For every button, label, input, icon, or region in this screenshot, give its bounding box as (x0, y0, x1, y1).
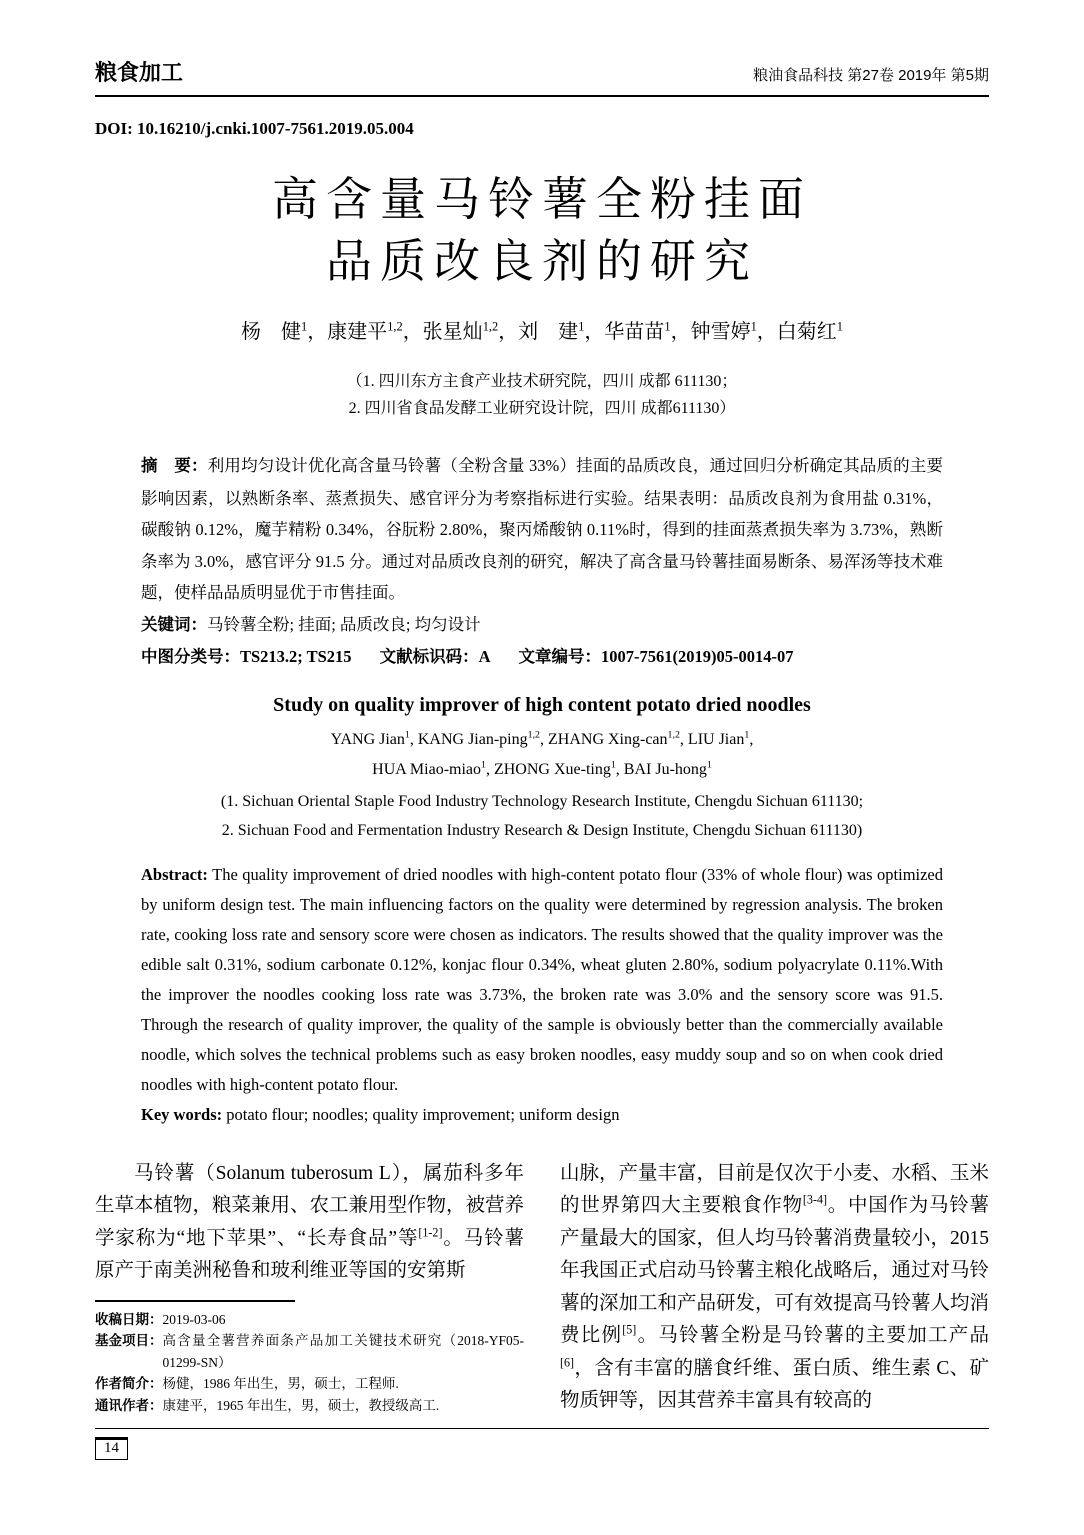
affiliation-en-line1: (1. Sichuan Oriental Staple Food Industry Technology Research Institute, Chengdu Sichuan 611130; (220, 792, 864, 810)
paper-title-cn (95, 169, 989, 293)
abstract-cn-label: 摘 要： (141, 457, 208, 475)
page-content (95, 0, 989, 1460)
keywords-cn-label: 关键词： (141, 615, 207, 634)
abstract-cn-text: 利用均匀设计优化高含量马铃薯（全粉含量 33%）挂面的品质改良，通过回归分析确定其品质的主要影响因素，以熟断条率、蒸煮损失、感官评分为考察指标进行实验。结果表明：品质改良剂为食用盐 0.31%，碳酸钠 0.12%，魔芋精粉 0.34%，谷朊粉 2.80%，聚丙烯酸钠 0.11%时，得到的挂面蒸煮损失率为 3.73%，熟断条率为 3.0%，感官评分 91.5 分。通过对品质改良剂的研究，解决了高含量马铃薯挂面易断条、易浑汤等技术难题，使样品品质明显优于市售挂面。 (141, 456, 943, 602)
keywords-en (141, 1100, 943, 1130)
classification-line (141, 641, 943, 674)
keywords-cn-text: 马铃薯全粉; 挂面; 品质改良; 均匀设计 (207, 614, 481, 634)
footnote-value: 杨健，1986 年出生，男，硕士，工程师. (162, 1376, 399, 1391)
footnote-value: 康建平，1965 年出生，男，硕士，教授级高工. (162, 1397, 440, 1413)
footnotes (95, 1309, 524, 1417)
paper-title-en: Study on quality improver of high content potato dried noodles (273, 693, 811, 716)
affiliations-en (95, 787, 989, 845)
page-number: 14 (95, 1437, 128, 1460)
article-no-label: 文章编号： (518, 648, 601, 666)
doc-code-label: 文献标识码： (379, 648, 479, 666)
footnote-label: 通讯作者： (95, 1397, 163, 1413)
affiliation-en-line2: 2. Sichuan Food and Fermentation Industry Research & Design Institute, Chengdu Sichuan 611130) (221, 821, 863, 839)
clc-value: TS213.2; TS215 (240, 647, 352, 666)
footnote-row-author-bio (95, 1373, 524, 1395)
footnote-value: 2019-03-06 (162, 1311, 226, 1327)
footnote-value: 高含量全薯营养面条产品加工关键技术研究（2018-YF05-01299-SN） (162, 1333, 524, 1370)
authors-en (95, 725, 989, 785)
doc-code-value: A (478, 647, 491, 666)
doi-line: DOI: 10.16210/j.cnki.1007-7561.2019.05.004 (95, 119, 414, 138)
footnote-divider (95, 1300, 295, 1302)
abstract-cn (141, 450, 943, 609)
footnote-label: 作者简介： (95, 1376, 163, 1391)
abstract-en-text: The quality improvement of dried noodles with high-content potato flour (33% of whole flour) was optimized by uniform design test. The main influencing factors on the quality were determined by regression analysis. The broken rate, cooking loss rate and sensory score were chosen as indicators. The results showed that the quality improver was the edible salt 0.31%, sodium carbonate 0.12%, konjac flour 0.34%, wheat gluten 2.80%, sodium polyacrylate 0.11%.With the improver the noodles cooking loss rate was 3.73%, the broken rate was 3.0% and the sensory score was 91.5. Through the research of quality improver, the quality of the sample is obviously better than the commercially available noodle, which solves the technical problems such as easy broken noodles, easy muddy soup and so on when cook dried noodles with high-content potato flour. (141, 864, 944, 1094)
section-title: 粮食加工 (95, 60, 184, 85)
keywords-cn (141, 609, 943, 642)
abstract-en-label: Abstract: (141, 864, 208, 884)
body-column-left (95, 1158, 524, 1418)
footnote-row-corresponding (95, 1395, 524, 1417)
journal-header (95, 0, 989, 97)
body-column-right (560, 1158, 989, 1418)
paper-title-cn-line1: 高含量马铃薯全粉挂面 (272, 174, 812, 225)
keywords-en-text: potato flour; noodles; quality improvement; uniform design (226, 1104, 620, 1124)
affiliation-cn-line1: （1. 四川东方主食产业技术研究院，四川 成都 611130； (346, 373, 738, 390)
journal-issue-info: 粮油食品科技 第27卷 2019年 第5期 (753, 67, 989, 84)
keywords-en-label: Key words: (141, 1104, 223, 1124)
footnote-row-received (95, 1309, 524, 1331)
article-no-value: 1007-7561(2019)05-0014-07 (600, 647, 794, 666)
affiliation-cn-line2: 2. 四川省食品发酵工业研究设计院，四川 成都611130） (348, 400, 736, 417)
footer-divider (95, 1428, 989, 1429)
abstract-en (141, 860, 943, 1100)
paper-title-cn-line2: 品质改良剂的研究 (326, 236, 758, 287)
body-columns (95, 1158, 989, 1418)
footnote-label: 基金项目： (95, 1333, 163, 1348)
footnote-row-fund (95, 1330, 524, 1373)
footnote-label: 收稿日期： (95, 1311, 163, 1327)
authors-en-line2: HUA Miao-miao$^1$, ZHONG Xue-ting$^1$, BAI Ju-hong$^1$ (372, 759, 712, 778)
body-paragraph-right: 山脉，产量丰富，目前是仅次于小麦、水稻、玉米的世界第四大主要粮食作物[3-4]。中国作为马铃薯产量最大的国家，但人均马铃薯消费量较小，2015 年我国正式启动马铃薯主粮化战略后，通过对马铃薯的深加工和产品研发，可有效提高马铃薯人均消费比例[5]。马铃薯全粉是马铃薯的主要加工产品[6]，含有丰富的膳食纤维、蛋白质、维生素 C、矿物质钾等，因其营养丰富具有较高的 (560, 1162, 990, 1411)
affiliations-cn (95, 368, 989, 422)
clc-label: 中图分类号： (141, 648, 240, 666)
authors-en-line1: YANG Jian$^1$, KANG Jian-ping$^{1,2}$, ZHANG Xing-can$^{1,2}$, LIU Jian$^1$, (330, 729, 754, 748)
body-paragraph-left: 马铃薯（Solanum tuberosum L），属茄科多年生草本植物，粮菜兼用、农工兼用型作物，被营养学家称为“地下苹果”、“长寿食品”等[1-2]。马铃薯原产于南美洲秘鲁和玻利维亚等国的安第斯 (95, 1162, 525, 1281)
authors-cn: 杨 健$^1$，康建平$^{1,2}$，张星灿$^{1,2}$，刘 建$^1$，华苗苗$^1$，钟雪婷$^1$，白菊红$^1$ (240, 319, 843, 343)
